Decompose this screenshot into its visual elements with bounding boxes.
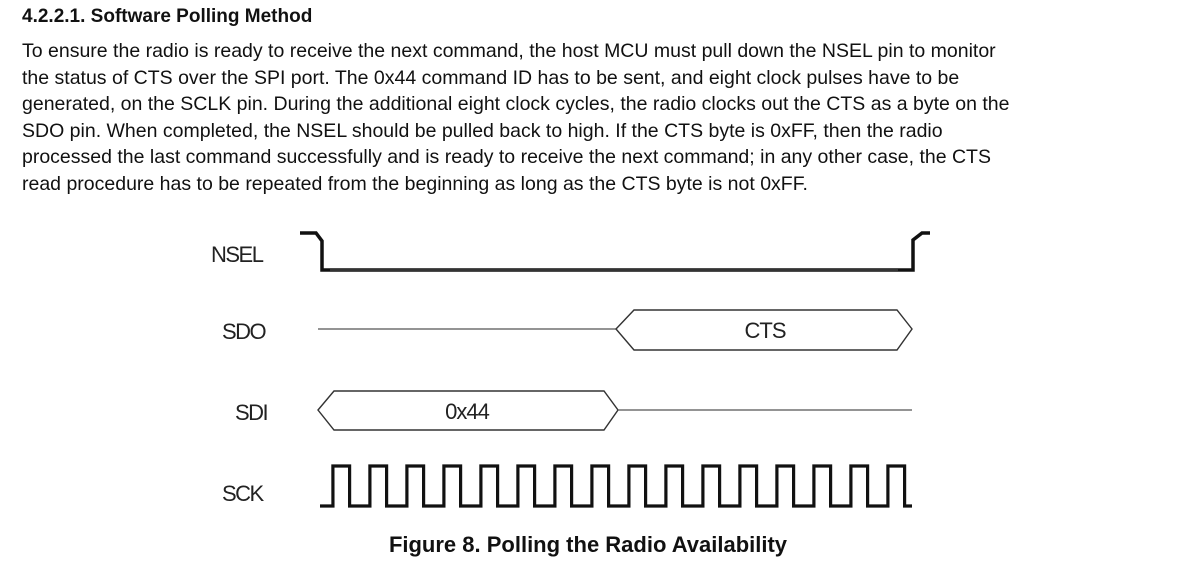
nsel-waveform bbox=[300, 233, 930, 270]
sdi-label: SDI bbox=[235, 400, 268, 425]
sdi-command-value: 0x44 bbox=[445, 399, 489, 424]
paragraph-line: processed the last command successfully and is ready to receive the next command; in any other case, the CTS bbox=[22, 146, 991, 169]
sck-label: SCK bbox=[222, 481, 263, 506]
nsel-label: NSEL bbox=[211, 242, 263, 267]
sdo-label: SDO bbox=[222, 319, 266, 344]
paragraph-line: To ensure the radio is ready to receive the next command, the host MCU must pull down the NSEL pin to monitor bbox=[22, 40, 996, 62]
paragraph-line: generated, on the SCLK pin. During the additional eight clock cycles, the radio clocks out the CTS as a byte on the bbox=[22, 93, 1010, 116]
sdo-cts-value: CTS bbox=[744, 318, 786, 343]
sck-waveform bbox=[320, 466, 912, 506]
paragraph-line: the status of CTS over the SPI port. The 0x44 command ID has to be sent, and eight clock pulses have to be bbox=[22, 66, 960, 89]
paragraph-line: SDO pin. When completed, the NSEL should be pulled back to high. If the CTS byte is 0xFF, then the radio bbox=[22, 119, 943, 142]
section-heading: 4.2.2.1. Software Polling Method bbox=[22, 6, 313, 27]
paragraph-line: read procedure has to be repeated from the beginning as long as the CTS byte is not 0xFF. bbox=[22, 172, 808, 195]
figure-caption: Figure 8. Polling the Radio Availability bbox=[388, 532, 788, 557]
